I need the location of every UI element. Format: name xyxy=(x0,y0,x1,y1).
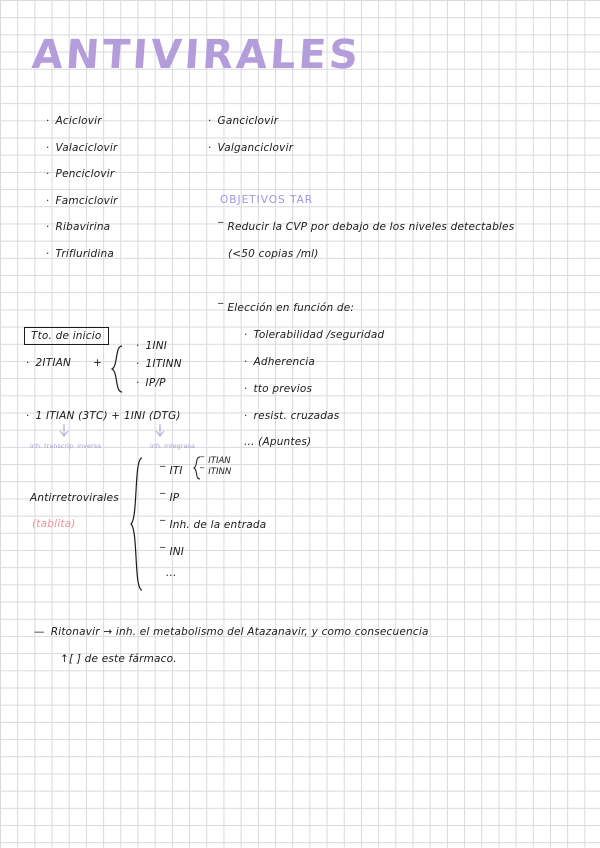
ritonavir-note-text: Ritonavir → inh. el metabolismo del Atazanavir, y como consecuencia xyxy=(50,626,429,638)
option-item: · 1ITINN xyxy=(136,358,182,370)
antiretroviral-label: Antirretrovirales xyxy=(30,492,119,504)
drug-item: · Trifluridina xyxy=(46,248,114,260)
plus-sign: + xyxy=(93,357,102,369)
choice-item: · Adherencia xyxy=(244,356,315,368)
iti-subgroup: ‾ ITINN xyxy=(200,467,231,477)
choice-heading: ‾ Elección en función de: xyxy=(218,302,354,314)
choice-item: · resist. cruzadas xyxy=(244,410,339,422)
iti-subgroup: ‾ ITIAN xyxy=(200,456,231,466)
option-item: · IP/P xyxy=(136,377,166,389)
group-ini: ‾ INI xyxy=(160,546,184,558)
tar-objective-detail: (<50 copias /ml) xyxy=(228,248,319,260)
itian-ini-combo: · 1 ITIAN (3TC) + 1INI (DTG) xyxy=(26,410,181,422)
page-title: ANTIVIRALES xyxy=(30,32,363,78)
group-more: ... xyxy=(166,567,177,579)
tar-objective: ‾ Reducir la CVP por debajo de los niveles detectables xyxy=(218,221,514,233)
drug-item: · Valaciclovir xyxy=(46,142,118,154)
group-iti: ‾ ITI xyxy=(160,465,183,477)
drug-item: · Aciclovir xyxy=(46,115,102,127)
itian-combo: · 2ITIAN xyxy=(26,357,71,369)
note-inh-transcrip: inh. transcrip. inversa xyxy=(30,442,102,450)
tar-heading: OBJETIVOS TAR xyxy=(220,194,314,206)
arrow-down-icon xyxy=(154,423,166,439)
drug-item: · Valganciclovir xyxy=(208,142,293,154)
option-item: · 1INI xyxy=(136,340,167,352)
choice-item: · Tolerabilidad /seguridad xyxy=(244,329,384,341)
note-inh-integrasa: inh. integrasa xyxy=(150,442,195,450)
drug-item: · Penciclovir xyxy=(46,168,114,180)
group-entry-inhibitors: ‾ Inh. de la entrada xyxy=(160,519,266,531)
choice-item: ... (Apuntes) xyxy=(244,436,312,448)
curly-brace-icon xyxy=(110,344,124,394)
ritonavir-note-line2: ↑[ ] de este fármaco. xyxy=(60,653,177,665)
drug-item: · Famciclovir xyxy=(46,195,118,207)
initial-treatment-box: Tto. de inicio xyxy=(24,327,109,345)
group-ip: ‾ IP xyxy=(160,492,179,504)
arrow-down-icon xyxy=(58,423,70,439)
ritonavir-note-line1: — Ritonavir → inh. el metabolismo del Atazanavir, y como consecuencia xyxy=(34,626,429,638)
choice-item: · tto previos xyxy=(244,383,312,395)
curly-brace-icon xyxy=(128,456,144,592)
drug-item: · Ribavirina xyxy=(46,221,110,233)
drug-item: · Ganciclovir xyxy=(208,115,278,127)
antiretroviral-sublabel: (tablita) xyxy=(32,518,76,530)
